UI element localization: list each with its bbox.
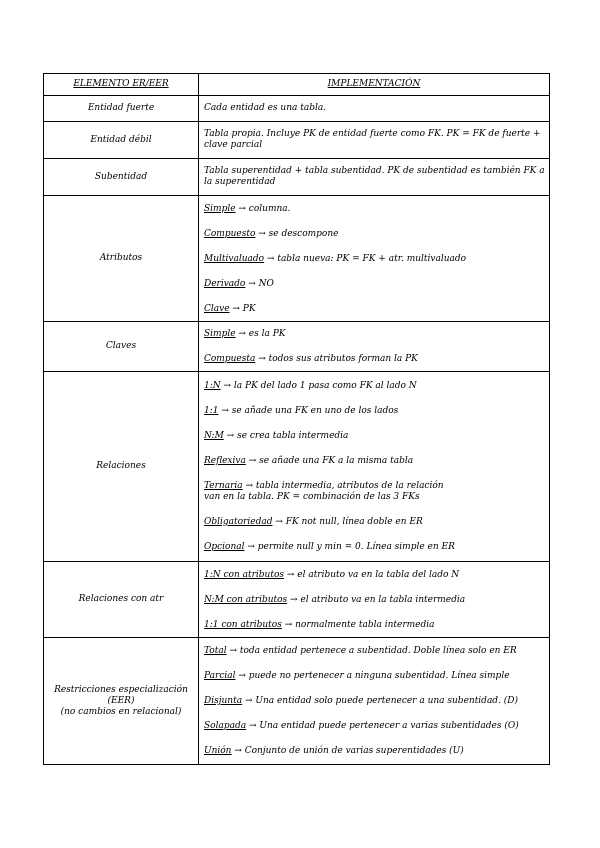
list-item	[204, 431, 545, 442]
entry-text: Tabla propia. Incluye PK de entidad fuerte como FK. PK = FK de fuerte + clave parcial	[204, 129, 541, 150]
list-item	[204, 517, 545, 528]
element-cell	[44, 638, 199, 765]
entry-text: → se crea tabla intermedia	[223, 431, 349, 441]
header-implementation: IMPLEMENTACIÓN	[199, 74, 550, 96]
table-row	[44, 562, 550, 638]
element-cell: Claves	[44, 322, 199, 372]
entry-term: 1:N	[204, 381, 221, 391]
entry-term: Ternaria	[204, 481, 243, 491]
list-item	[204, 646, 545, 657]
entry-term: N:M	[204, 431, 224, 441]
list-item	[204, 595, 545, 606]
table-row	[44, 638, 550, 765]
element-cell: Entidad fuerte	[44, 96, 199, 122]
entry-term: Derivado	[204, 278, 246, 289]
table-row	[44, 196, 550, 322]
entry-term: Clave	[204, 303, 230, 314]
entry-text: → permite null y min = 0. Línea simple en ER	[244, 542, 455, 552]
list-item	[204, 481, 454, 503]
entry-term: N:M con atributos	[204, 594, 288, 605]
entry-text: → Una entidad puede pertenecer a varias subentidades (O)	[246, 721, 519, 731]
entry-text: Tabla superentidad + tabla subentidad. PK de subentidad es también FK a la superentidad	[204, 166, 545, 187]
entry-term: Compuesto	[204, 228, 256, 239]
table-row	[44, 122, 550, 159]
entry-text: → columna.	[235, 203, 291, 214]
implementation-cell	[199, 96, 550, 122]
list-item	[204, 542, 545, 553]
implementation-cell	[199, 122, 550, 159]
list-item	[204, 721, 545, 732]
entry-text: → la PK del lado 1 pasa como FK al lado N	[220, 381, 417, 391]
entry-term: Opcional	[204, 542, 245, 552]
list-item	[204, 229, 545, 240]
entry-text: → el atributo va en la tabla del lado N	[284, 569, 460, 580]
element-cell: Relaciones con atr	[44, 562, 199, 638]
implementation-cell	[199, 638, 550, 765]
element-line: (EER)	[107, 695, 135, 706]
element-cell: Atributos	[44, 196, 199, 322]
list-item	[204, 456, 545, 467]
list-item	[204, 570, 545, 581]
element-line: Restricciones especialización	[54, 684, 188, 695]
entry-text: → toda entidad pertenece a subentidad. Doble línea solo en ER	[226, 646, 517, 656]
element-line: (no cambios en relacional)	[60, 706, 182, 717]
list-item	[204, 354, 545, 365]
entry-term: Multivaluado	[204, 253, 265, 264]
list-item	[204, 671, 545, 682]
list-item	[204, 696, 545, 707]
element-cell: Relaciones	[44, 372, 199, 562]
list-item	[204, 304, 545, 315]
entry-text: → NO	[245, 278, 274, 289]
element-cell: Entidad débil	[44, 122, 199, 159]
entry-term: Reflexiva	[204, 456, 246, 466]
implementation-cell	[199, 159, 550, 196]
entry-text: → se añade una FK en uno de los lados	[218, 406, 399, 416]
table-row	[44, 372, 550, 562]
list-item	[204, 204, 545, 215]
entry-term: 1:1	[204, 406, 219, 416]
entry-term: Total	[204, 646, 227, 656]
list-item	[204, 620, 545, 631]
entry-term: Compuesta	[204, 354, 256, 364]
entry-text: → Una entidad solo puede pertenecer a una subentidad. (D)	[242, 696, 519, 706]
entry-term: 1:1 con atributos	[204, 619, 282, 630]
list-item	[204, 746, 545, 757]
entry-term: Simple	[204, 329, 236, 339]
entry-text: → puede no pertenecer a ninguna subentidad. Línea simple	[235, 671, 510, 681]
table-row	[44, 96, 550, 122]
implementation-cell	[199, 196, 550, 322]
implementation-cell	[199, 562, 550, 638]
entry-term: Solapada	[204, 721, 247, 731]
list-item	[204, 279, 545, 290]
implementation-cell	[199, 372, 550, 562]
list-item	[204, 406, 545, 417]
entry-text: → normalmente tabla intermedia	[281, 619, 435, 630]
entry-text: → todos sus atributos forman la PK	[255, 354, 418, 364]
entry-term: Parcial	[204, 671, 236, 681]
entry-term: Unión	[204, 746, 232, 756]
implementation-cell	[199, 322, 550, 372]
list-item	[204, 329, 545, 340]
entry-text: → tabla intermedia, atributos de la relación van en la tabla. PK = combinación de las 3 FKs	[204, 481, 444, 502]
mapping-table	[43, 73, 550, 765]
entry-term: Disjunta	[204, 696, 243, 706]
list-item	[204, 381, 545, 392]
table-row	[44, 159, 550, 196]
header-element: ELEMENTO ER/EER	[44, 74, 199, 96]
element-cell: Subentidad	[44, 159, 199, 196]
entry-term: Simple	[204, 203, 236, 214]
entry-text: → PK	[229, 303, 256, 314]
entry-text: → el atributo va en la tabla intermedia	[287, 594, 466, 605]
entry-term: 1:N con atributos	[204, 569, 284, 580]
entry-text: → se añade una FK a la misma tabla	[245, 456, 414, 466]
table-row	[44, 322, 550, 372]
entry-term: Obligatoriedad	[204, 517, 273, 527]
entry-text: → FK not null, línea doble en ER	[272, 517, 423, 527]
entry-text: → Conjunto de unión de varias superentidades (U)	[231, 746, 464, 756]
entry-text: → se descompone	[255, 228, 339, 239]
list-item	[204, 254, 545, 265]
header-row	[44, 74, 550, 96]
entry-text: Cada entidad es una tabla.	[204, 103, 327, 113]
entry-text: → tabla nueva: PK = FK + atr. multivaluado	[264, 253, 467, 264]
entry-text: → es la PK	[235, 329, 286, 339]
